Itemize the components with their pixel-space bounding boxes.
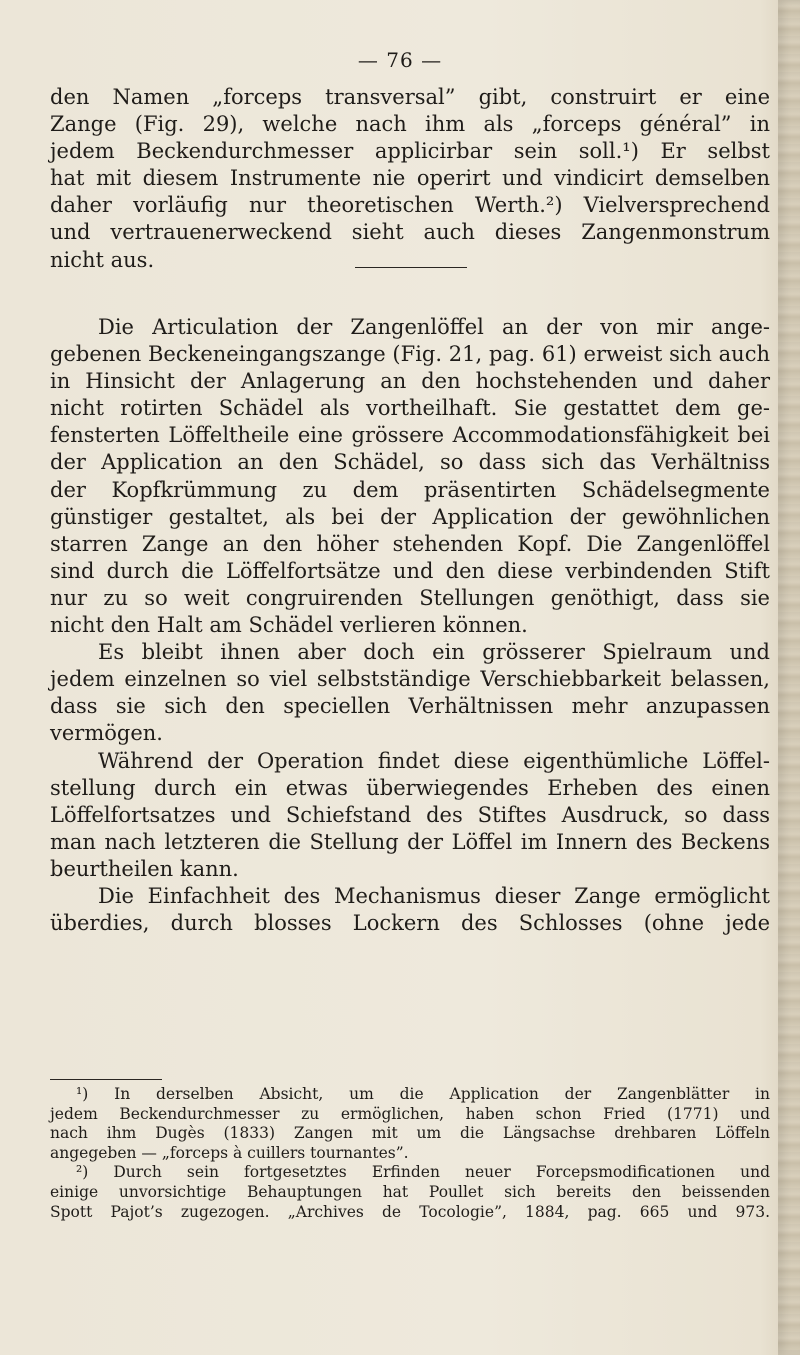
text-line: Löffelfortsatzes und Schiefstand des Stiftes Ausdruck, so dass xyxy=(50,802,770,827)
text-line: und vertrauenerweckend sieht auch dieses Zangenmonstrum xyxy=(50,220,770,245)
footnote-line: ¹) In derselben Absicht, um die Application der Zangenblätter in xyxy=(76,1085,770,1103)
footnote-line: angegeben — „forceps à cuillers tournantes”. xyxy=(50,1143,409,1162)
text-line: starren Zange an den höher stehenden Kopf. Die Zangenlöffel xyxy=(50,531,770,556)
text-line: den Namen „forceps transversal” gibt, construirt er eine xyxy=(50,85,770,109)
footnotes xyxy=(50,1085,770,1222)
text-line: Die Articulation der Zangenlöffel an der von mir ange- xyxy=(98,315,770,339)
paragraph-1 xyxy=(50,84,770,274)
text-line: nur zu so weit congruirenden Stellungen genöthigt, dass sie xyxy=(50,585,770,610)
footnote-line: Spott Pajot’s zugezogen. „Archives de Tocologie”, 1884, pag. 665 und 973. xyxy=(50,1202,770,1221)
text-line: jedem Beckendurchmesser applicirbar sein soll.¹) Er selbst xyxy=(50,139,770,164)
text-line: Während der Operation findet diese eigenthümliche Löffel- xyxy=(98,748,770,773)
text-line: überdies, durch blosses Lockern des Schlosses (ohne jede xyxy=(50,911,770,936)
text-line: sind durch die Löffelfortsätze und den diese verbindenden Stift xyxy=(50,558,770,583)
text-line: Die Einfachheit des Mechanismus dieser Zange ermöglicht xyxy=(98,883,770,908)
text-line: der Kopfkrümmung zu dem präsentirten Schädelsegmente xyxy=(50,477,770,502)
text-line: nicht den Halt am Schädel verlieren können. xyxy=(50,613,528,638)
text-line: daher vorläufig nur theoretischen Werth.²) Vielversprechend xyxy=(50,193,770,218)
footnote-line: nach ihm Dugès (1833) Zangen mit um die Längsachse drehbaren Löffeln xyxy=(50,1124,770,1143)
text-line: nicht rotirten Schädel als vortheilhaft. Sie gestattet dem ge- xyxy=(50,396,770,421)
footnote-rule xyxy=(50,1079,162,1080)
section-separator xyxy=(355,267,467,268)
text-line: hat mit diesem Instrumente nie operirt und vindicirt demselben xyxy=(50,166,770,191)
text-line: jedem einzelnen so viel selbstständige Verschiebbarkeit belassen, xyxy=(50,667,770,692)
text-line: in Hinsicht der Anlagerung an den hochstehenden und daher xyxy=(50,369,770,394)
text-line: gebenen Beckeneingangszange (Fig. 21, pag. 61) erweist sich auch xyxy=(50,342,770,367)
page-number: — 76 — xyxy=(357,48,443,72)
main-text xyxy=(50,314,770,937)
footnote-line: einige unvorsichtige Behauptungen hat Poullet sich bereits den beissenden xyxy=(50,1182,770,1201)
footnote-line: ²) Durch sein fortgesetztes Erfinden neuer Forcepsmodificationen und xyxy=(76,1163,770,1182)
text-line: vermögen. xyxy=(50,721,163,746)
text-line: günstiger gestaltet, als bei der Application der gewöhnlichen xyxy=(50,504,770,529)
text-line: der Application an den Schädel, so dass sich das Verhältniss xyxy=(50,450,770,475)
page-edge-shadow xyxy=(778,0,800,1355)
text-line: man nach letzteren die Stellung der Löffel im Innern des Beckens xyxy=(50,829,770,854)
text-line: fensterten Löffeltheile eine grössere Accommodationsfähigkeit bei xyxy=(50,423,770,448)
text-line: dass sie sich den speciellen Verhältnissen mehr anzupassen xyxy=(50,694,770,719)
text-line: Zange (Fig. 29), welche nach ihm als „forceps général” in xyxy=(50,112,770,137)
text-line: stellung durch ein etwas überwiegendes Erheben des einen xyxy=(50,775,770,800)
text-line: Es bleibt ihnen aber doch ein grösserer Spielraum und xyxy=(98,640,770,665)
text-line: nicht aus. xyxy=(50,247,155,272)
footnote-line: jedem Beckendurchmesser zu ermöglichen, haben schon Fried (1771) und xyxy=(50,1104,770,1123)
text-line: beurtheilen kann. xyxy=(50,856,239,881)
